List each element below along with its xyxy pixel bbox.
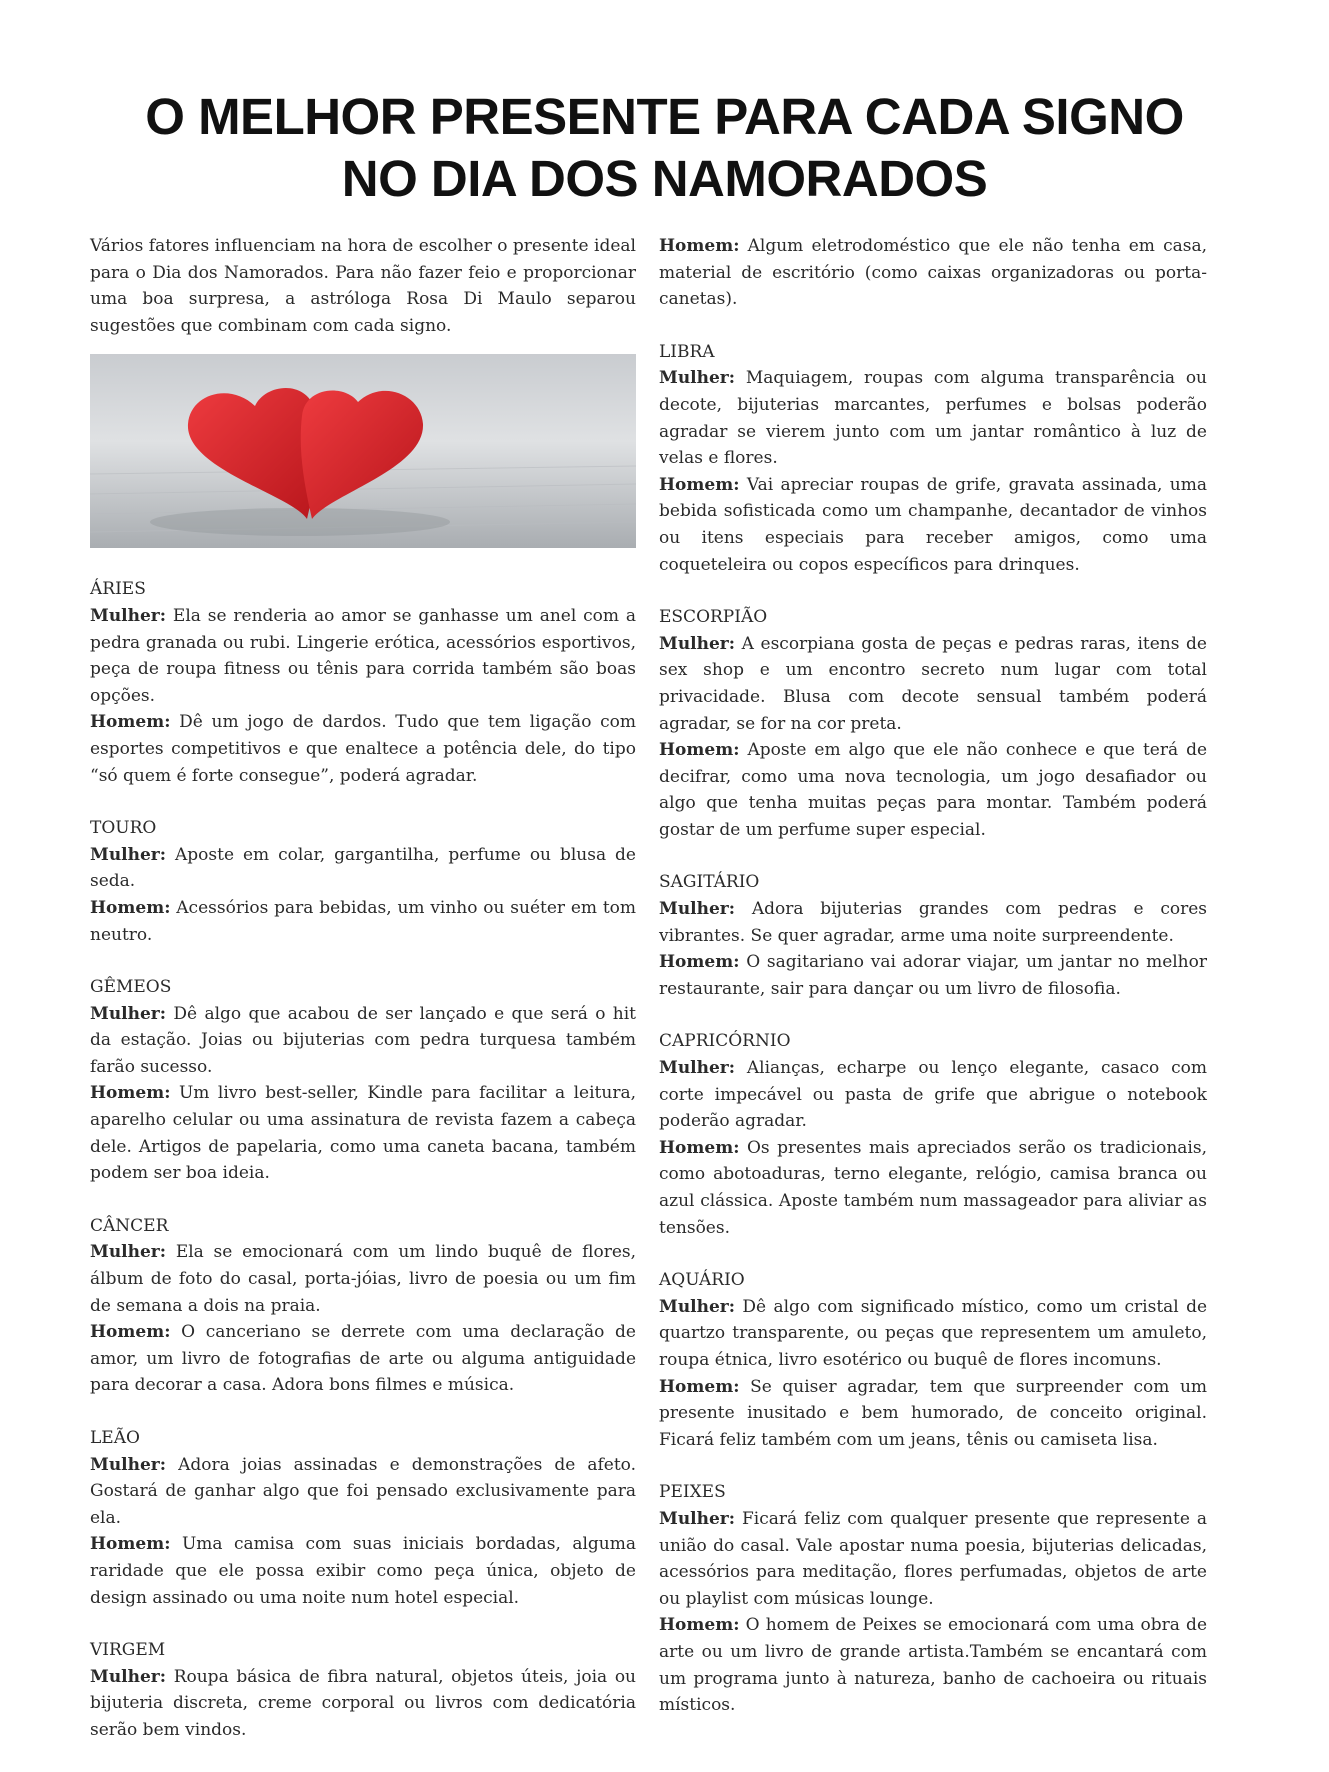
virgo-man-continued (659, 233, 1207, 313)
man-suggestion (659, 472, 1207, 578)
man-label: Homem: (659, 740, 740, 761)
woman-suggestion (90, 1452, 636, 1532)
intro-paragraph: Vários fatores influenciam na hora de escolher o presente ideal para o Dia dos Namorados. Para não fazer feio e proporcionar uma boa surpresa, a astróloga Rosa Di Maulo separou sugestões que combinam com cada signo. (90, 236, 636, 336)
sign-heading: CAPRICÓRNIO (659, 1031, 791, 1052)
man-label: Homem: (659, 1137, 740, 1158)
left-signs-list (90, 576, 636, 1743)
sign-section (90, 1637, 636, 1743)
man-suggestion (659, 949, 1207, 1002)
sign-section (90, 1213, 636, 1399)
page-title (0, 86, 1329, 210)
woman-suggestion (90, 1001, 636, 1081)
sign-heading: VIRGEM (90, 1640, 166, 1661)
title-line-1: O MELHOR PRESENTE PARA CADA SIGNO (145, 88, 1184, 145)
woman-label: Mulher: (90, 1454, 167, 1475)
man-suggestion (659, 737, 1207, 843)
man-text: Se quiser agradar, tem que surpreender com um presente inusitado e bem humorado, de conceito original. Ficará feliz também com um jeans, tênis ou camiseta lisa. (659, 1376, 1208, 1450)
man-label: Homem: (90, 897, 171, 918)
sign-section (90, 974, 636, 1187)
woman-text: Adora joias assinadas e demonstrações de afeto. Gostará de ganhar algo que foi pensado exclusivamente para ela. (90, 1454, 637, 1528)
sign-heading: LIBRA (659, 341, 715, 362)
sign-section (90, 1425, 636, 1611)
sign-section (659, 1479, 1207, 1718)
woman-suggestion (659, 1294, 1207, 1374)
woman-text: Aposte em colar, gargantilha, perfume ou blusa de seda. (90, 844, 636, 892)
woman-label: Mulher: (90, 605, 167, 626)
man-label: Homem: (90, 1534, 171, 1555)
woman-text: Maquiagem, roupas com alguma transparência ou decote, bijuterias marcantes, perfumes e bolsas poderão agradar se vierem junto com um jantar romântico à luz de velas e flores. (659, 368, 1207, 469)
woman-text: Dê algo que acabou de ser lançado e que será o hit da estação. Joias ou bijuterias com pedra turquesa também farão sucesso. (90, 1003, 637, 1077)
man-label: Homem: (659, 474, 740, 495)
sign-heading: LEÃO (90, 1428, 140, 1448)
man-label: Homem: (90, 712, 171, 733)
man-suggestion (90, 895, 636, 948)
man-suggestion (659, 1374, 1207, 1454)
man-suggestion (90, 1531, 636, 1611)
man-suggestion (659, 1612, 1207, 1718)
woman-text: Roupa básica de fibra natural, objetos úteis, joia ou bijuteria discreta, creme corporal ou livros com dedicatória serão bem vindos. (90, 1666, 636, 1740)
man-text: Aposte em algo que ele não conhece e que terá de decifrar, como uma nova tecnologia, um jogo desafiador ou algo que tenha muitas peças para montar. Também poderá gostar de um perfume super especial. (659, 740, 1208, 840)
right-column (659, 233, 1207, 1719)
woman-label: Mulher: (90, 1666, 167, 1687)
man-label: Homem: (659, 236, 740, 256)
title-line-2: NO DIA DOS NAMORADOS (341, 150, 988, 207)
sign-heading: ÁRIES (90, 579, 146, 600)
sign-section (659, 1028, 1207, 1241)
woman-text: Ela se emocionará com um lindo buquê de flores, álbum de foto do casal, porta-jóias, livro de poesia ou um fim de semana a dois na praia. (90, 1242, 637, 1316)
woman-text: Ficará feliz com qualquer presente que represente a união do casal. Vale apostar numa poesia, bijuterias delicadas, acessórios para meditação, flores perfumadas, objetos de arte ou playlist com músicas lounge. (659, 1508, 1208, 1609)
woman-suggestion (659, 1506, 1207, 1612)
man-suggestion (90, 1319, 636, 1399)
two-red-hearts-photo-icon (90, 354, 636, 548)
man-text: O homem de Peixes se emocionará com uma obra de arte ou um livro de grande artista.Também se encantará com um programa junto à natureza, banho de cachoeira ou rituais místicos. (659, 1615, 1208, 1716)
man-suggestion (90, 709, 636, 789)
man-label: Homem: (659, 1615, 740, 1636)
woman-label: Mulher: (90, 1003, 167, 1024)
man-text: Vai apreciar roupas de grife, gravata assinada, uma bebida sofisticada como um champanhe, decantador de vinhos ou itens especiais para receber amigos, como uma coqueteleira ou copos específicos para drinques. (659, 474, 1207, 575)
sign-section (90, 576, 636, 789)
woman-label: Mulher: (659, 1058, 736, 1079)
man-label: Homem: (90, 1322, 171, 1343)
woman-label: Mulher: (90, 844, 167, 865)
woman-label: Mulher: (659, 1508, 736, 1529)
sign-heading: ESCORPIÃO (659, 607, 768, 628)
man-text: Acessórios para bebidas, um vinho ou suéter em tom neutro. (90, 897, 637, 945)
man-text: Os presentes mais apreciados serão os tradicionais, como abotoaduras, terno elegante, relógio, camisa branca ou azul clássica. Aposte também num massageador para aliviar as tensões. (659, 1137, 1207, 1238)
right-signs-list (659, 339, 1207, 1719)
woman-label: Mulher: (90, 1242, 167, 1263)
woman-suggestion (90, 1664, 636, 1744)
sign-heading: SAGITÁRIO (659, 872, 760, 893)
sign-heading: GÊMEOS (90, 977, 172, 998)
woman-suggestion (90, 1239, 636, 1319)
sign-heading: CÂNCER (90, 1215, 169, 1236)
woman-suggestion (659, 365, 1207, 471)
sign-section (659, 604, 1207, 843)
woman-suggestion (659, 896, 1207, 949)
man-text: O canceriano se derrete com uma declaração de amor, um livro de fotografias de arte ou alguma antiguidade para decorar a casa. Adora bons filmes e música. (90, 1322, 636, 1396)
sign-section (659, 339, 1207, 578)
man-label: Homem: (659, 952, 740, 973)
man-text: Dê um jogo de dardos. Tudo que tem ligação com esportes competitivos e que enaltece a potência dele, do tipo “só quem é forte consegue”, poderá agradar. (90, 712, 636, 786)
left-column (90, 233, 636, 1744)
woman-text: Ela se renderia ao amor se ganhasse um anel com a pedra granada ou rubi. Lingerie erótica, acessórios esportivos, peça de roupa fitness ou tênis para corrida também são boas opções. (90, 605, 636, 706)
woman-text: Adora bijuterias grandes com pedras e cores vibrantes. Se quer agradar, arme uma noite surpreendente. (659, 899, 1208, 946)
woman-label: Mulher: (659, 633, 736, 654)
man-text: O sagitariano vai adorar viajar, um jantar no melhor restaurante, sair para dançar ou um livro de filosofia. (659, 952, 1207, 999)
man-suggestion (659, 1135, 1207, 1241)
sign-heading: PEIXES (659, 1482, 726, 1503)
virgo-man-text: Algum eletrodoméstico que ele não tenha em casa, material de escritório (como caixas organizadoras ou porta-canetas). (659, 236, 1208, 310)
man-label: Homem: (659, 1376, 740, 1397)
woman-suggestion (90, 603, 636, 709)
sign-section (659, 869, 1207, 1002)
woman-label: Mulher: (659, 368, 736, 389)
sign-heading: AQUÁRIO (659, 1270, 745, 1291)
man-text: Um livro best-seller, Kindle para facilitar a leitura, aparelho celular ou uma assinatura de revista fazem a cabeça dele. Artigos de papelaria, como uma caneta bacana, também podem ser boa ideia. (90, 1083, 636, 1184)
woman-suggestion (659, 1055, 1207, 1135)
woman-label: Mulher: (659, 1296, 736, 1317)
woman-text: Alianças, echarpe ou lenço elegante, casaco com corte impecável ou pasta de grife que abrigue o notebook poderão agradar. (659, 1058, 1208, 1132)
man-text: Uma camisa com suas iniciais bordadas, alguma raridade que ele possa exibir como peça única, objeto de design assinado ou uma noite num hotel especial. (90, 1534, 636, 1608)
woman-suggestion (659, 631, 1207, 737)
woman-suggestion (90, 842, 636, 895)
sign-section (90, 815, 636, 948)
man-suggestion (90, 1080, 636, 1186)
sign-heading: TOURO (90, 818, 157, 839)
sign-section (659, 1267, 1207, 1453)
woman-text: Dê algo com significado místico, como um cristal de quartzo transparente, ou peças que representem um amuleto, roupa étnica, livro esotérico ou buquê de flores incomuns. (659, 1296, 1208, 1370)
man-label: Homem: (90, 1083, 171, 1104)
woman-text: A escorpiana gosta de peças e pedras raras, itens de sex shop e um encontro secreto num lugar com total privacidade. Blusa com decote sensual também poderá agradar, se for na cor preta. (659, 633, 1207, 734)
woman-label: Mulher: (659, 899, 736, 920)
